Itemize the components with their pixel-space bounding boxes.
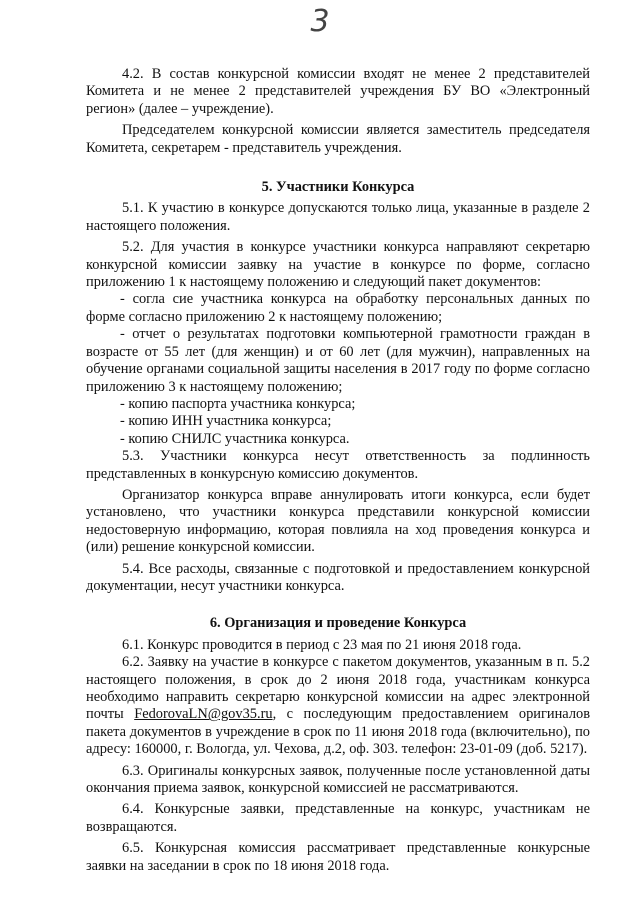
page-number: 3 (310, 4, 330, 39)
section-5-heading: 5. Участники Конкурса (261, 179, 415, 196)
document-body (86, 66, 590, 875)
list-item: - копию СНИЛС участника конкурса. (120, 430, 350, 447)
paragraph-6-3: 6.3. Оригиналы конкурсных заявок, полученные после установленной даты окончания приема заявок, конкурсной комиссией не рассматриваются. (86, 762, 590, 797)
list-item: - копию паспорта участника конкурса; (120, 395, 356, 412)
paragraph-6-4: 6.4. Конкурсные заявки, представленные на конкурс, участникам не возвращаются. (86, 801, 590, 835)
section-6-heading: 6. Организация и проведение Конкурса (209, 615, 467, 632)
paragraph-6-2 (86, 654, 590, 758)
paragraph-4-2: 4.2. В состав конкурсной комиссии входят не менее 2 представителей Комитета и не менее 2 представителей учреждения БУ ВО «Электронный регион» (далее – учреждение). (86, 66, 590, 117)
list-item: - согла сие участника конкурса на обработку персональных данных по форме согласно приложению 2 к настоящему положению; (86, 291, 590, 325)
paragraph-6-2-text: 6.2. Заявку на участие в конкурсе с пакетом документов, указанным в п. 5.2 настоящего положения, в срок до 2 июня 2018 года, участникам конкурса необходимо направить секретарю конкурсной комиссии на адрес электронной почты (86, 654, 590, 723)
paragraph-6-5: 6.5. Конкурсная комиссия рассматривает представленные конкурсные заявки на заседании в срок по 18 июня 2018 года. (86, 840, 590, 874)
email-link[interactable]: FedorovaLN@gov35.ru (134, 706, 273, 723)
paragraph-5-1: 5.1. К участию в конкурсе допускаются только лица, указанные в разделе 2 настоящего положения. (86, 200, 590, 234)
paragraph-5-3: 5.3. Участники конкурса несут ответственность за подлинность представленных в конкурсную комиссию документов. (86, 448, 590, 482)
paragraph-5-2: 5.2. Для участия в конкурсе участники конкурса направляют секретарю конкурсной комиссии заявку на участие в конкурсе по форме, согласно приложению 1 к настоящему положению и следующий пакет документов: (86, 239, 590, 291)
list-item: - отчет о результатах подготовки компьютерной грамотности граждан в возрасте от 55 лет (для женщин) и от 60 лет (для мужчин), направленных на обучение органами социальной защиты населения в 2017 году по форме согласно приложению 3 к настоящему положению; (86, 326, 590, 395)
paragraph-organizer: Организатор конкурса вправе аннулировать итоги конкурса, если будет установлено, что участники конкурса представили конкурсной комиссии недостоверную информацию, которая повлияла на ход проведения конкурса и (или) решение конкурсной комиссии. (86, 486, 590, 556)
paragraph-6-2-text-end: , с последующим предоставлением оригиналов пакета документов в учреждение в срок по 11 июня 2018 года (включительно), по адресу: 160000, г. Вологда, ул. Чехова, д.2, оф. 303. телефон: 23-01-09 (доб. 5217). (86, 706, 590, 758)
list-item: - копию ИНН участника конкурса; (120, 413, 332, 430)
paragraph-chair: Председателем конкурсной комиссии является заместитель председателя Комитета, секретарем - представитель учреждения. (86, 122, 590, 156)
paragraph-5-4: 5.4. Все расходы, связанные с подготовкой и предоставлением конкурсной документации, несут участники конкурса. (86, 560, 590, 594)
paragraph-6-1: 6.1. Конкурс проводится в период с 23 мая по 21 июня 2018 года. (122, 636, 522, 653)
